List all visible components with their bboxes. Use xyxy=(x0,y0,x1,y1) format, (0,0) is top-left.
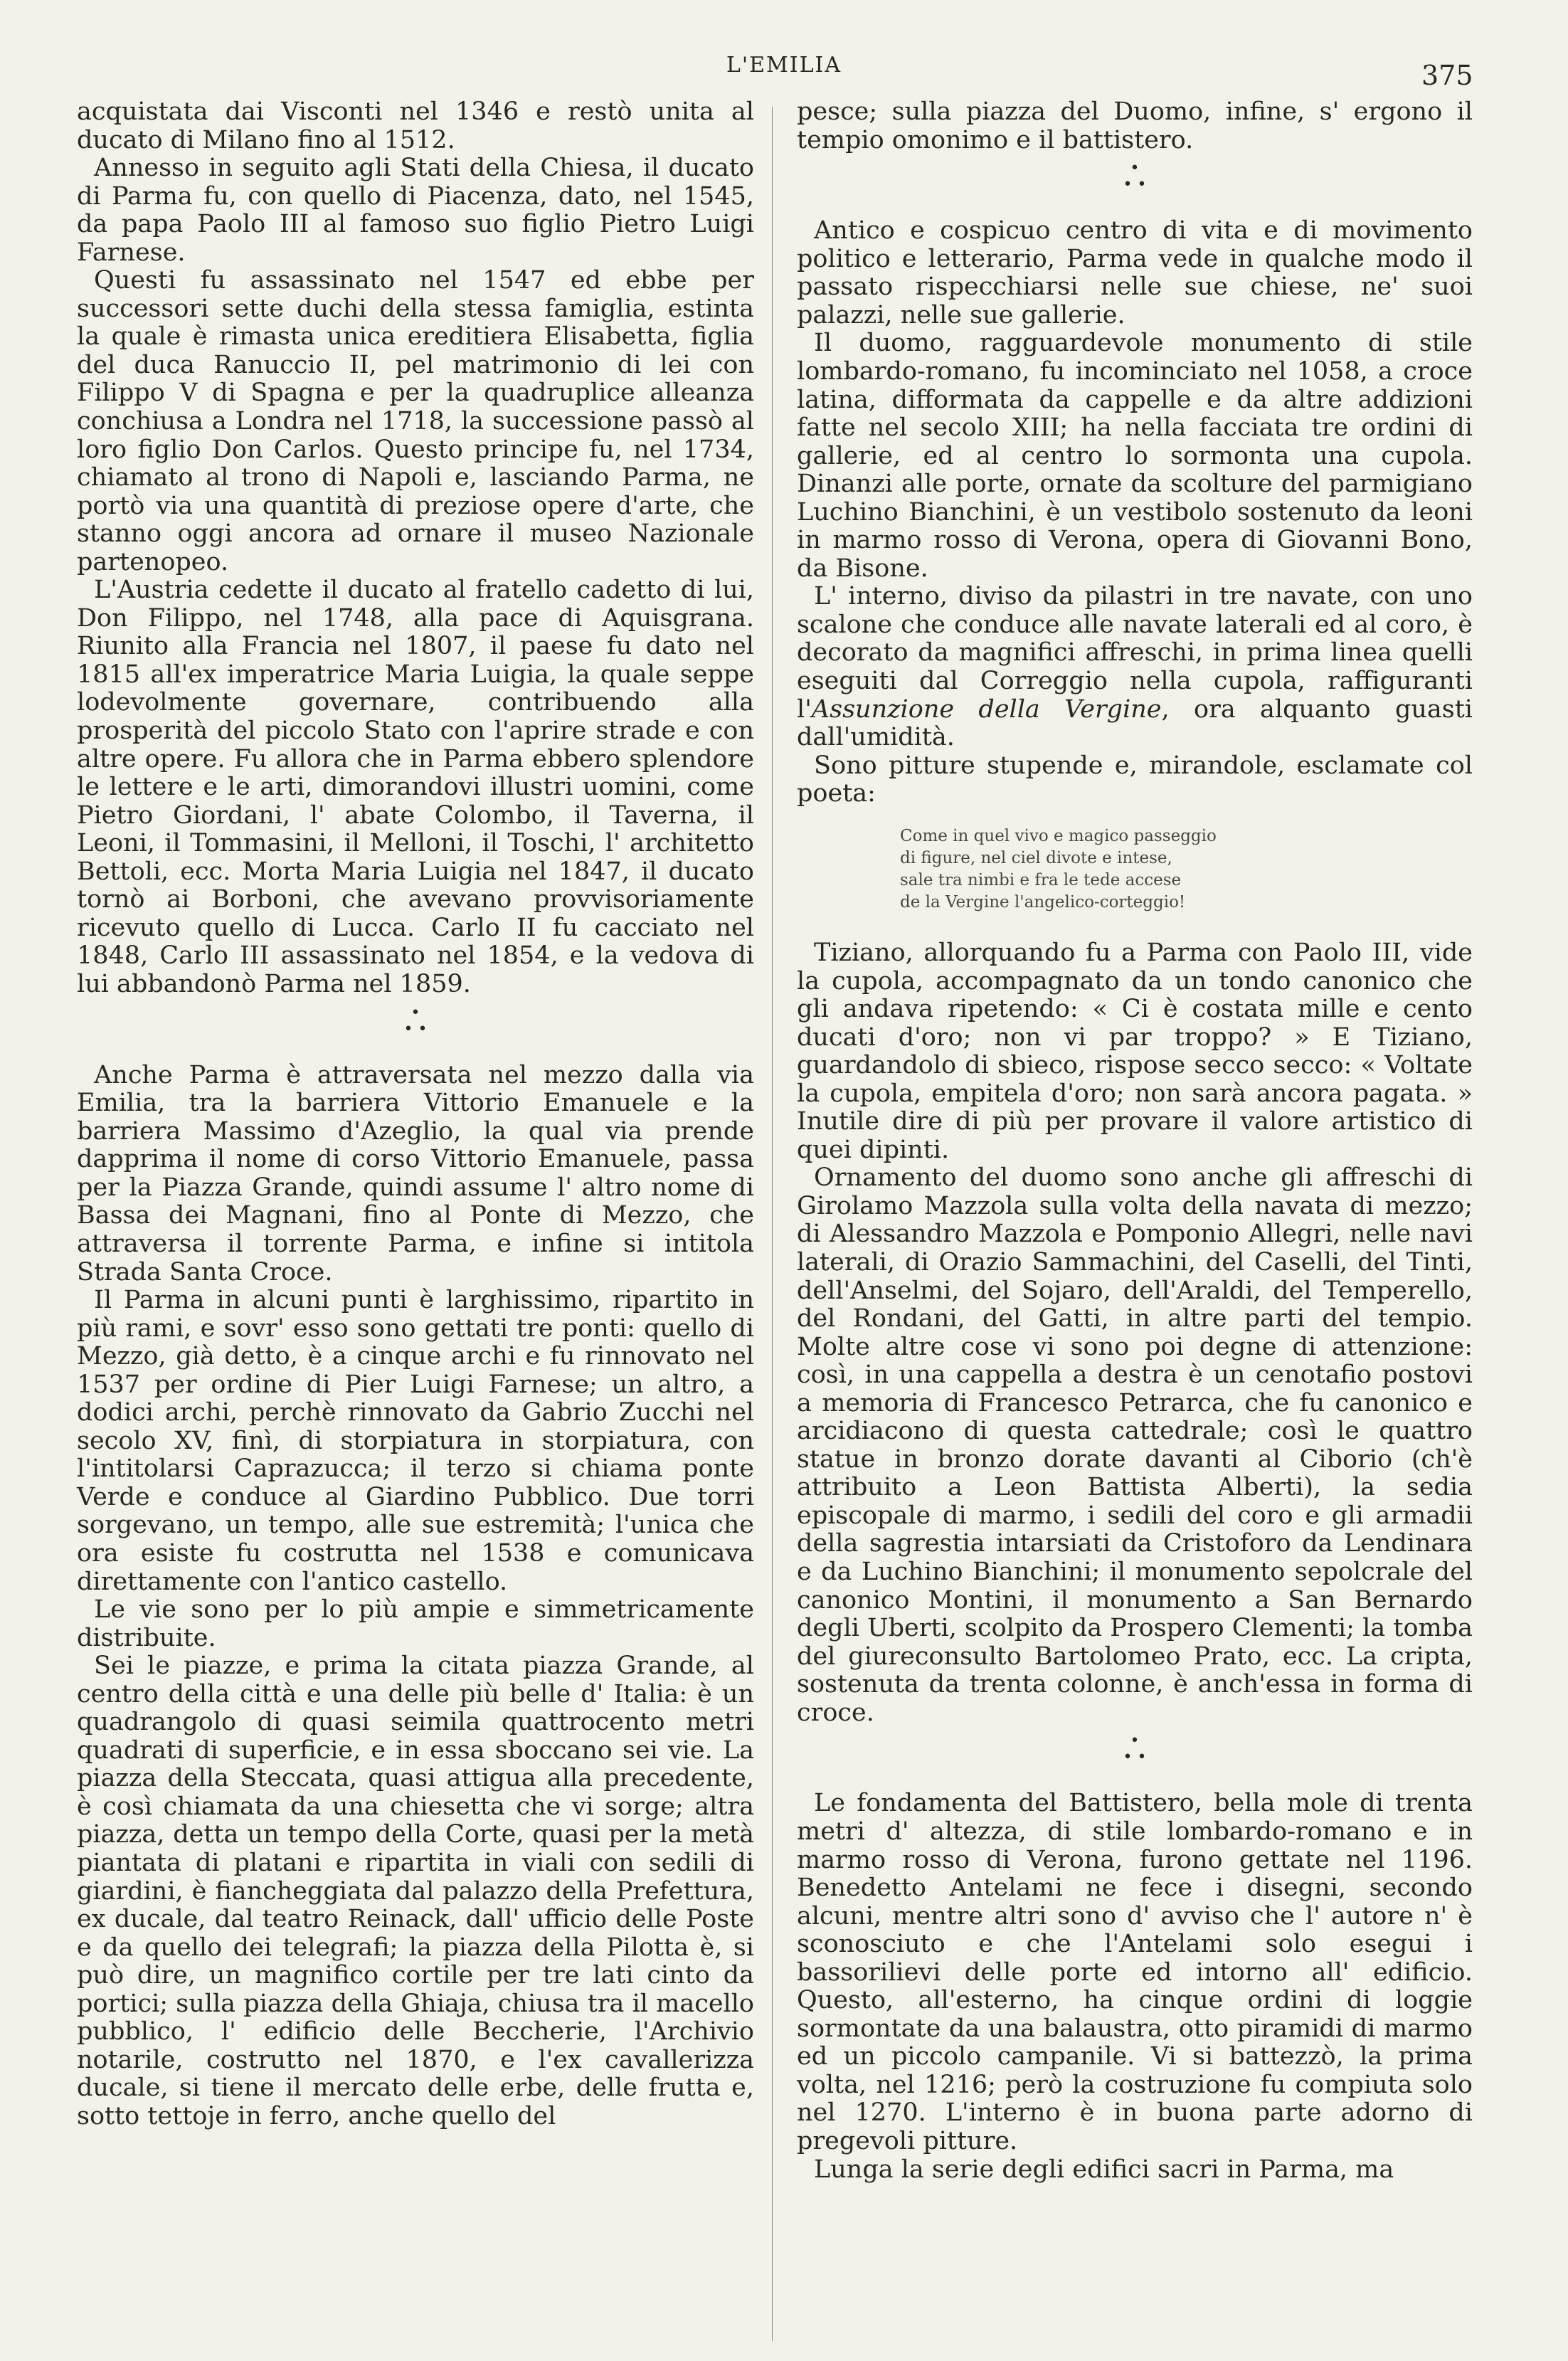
paragraph: Lunga la serie degli edifici sacri in Parma, ma xyxy=(814,2155,1394,2184)
left-column xyxy=(77,98,754,2130)
right-column xyxy=(797,98,1473,2184)
column-rule xyxy=(772,107,773,2341)
section-separator: • • • xyxy=(1123,159,1147,194)
artwork-title: Assunzione della Vergine xyxy=(811,694,1162,724)
section-separator: • • • xyxy=(403,1003,428,1038)
paragraph: pesce; sulla piazza del Duomo, infine, s' ergono il tempio omonimo e il battistero. xyxy=(797,97,1473,154)
paragraph xyxy=(797,583,1473,751)
paragraph: Il Parma in alcuni punti è larghissimo, ripartito in più rami, e sovr' esso sono gettati tre ponti: quello di Mezzo, già detto, è a cinque archi e fu rinnovato nel 1537 per ordine di Pier Luigi Farnese; un altro, a dodici archi, perchè rinnovato da Gabrio Zucchi nel secolo XV, finì, di storpiatura in storpiatura, con l'intitolarsi Caprazucca; il terzo si chiama ponte Verde e conduce al Giardino Pubblico. Due torri sorgevano, un tempo, alle sue estremità; l'unica che ora esiste fu costrutta nel 1538 e comunicava direttamente con l'antico castello. xyxy=(77,1286,754,1596)
verse-line: de la Vergine l'angelico-corteggio! xyxy=(900,892,1186,912)
page-number: 375 xyxy=(1421,60,1473,91)
verse-line: Come in quel vivo e magico passeggio xyxy=(900,826,1217,845)
paragraph-text: L' interno, diviso da pilastri in tre navate, con uno scalone che conduce alle navate laterali ed al coro, è decorato da magnifici affreschi, in prima linea quelli eseguiti dal Correggio nella cupola, raffiguranti l' xyxy=(797,582,1473,724)
section-separator: • • • xyxy=(1123,1732,1147,1767)
verse-line: sale tra nimbi e fra le tede accese xyxy=(900,870,1182,889)
paragraph-text: , ora alquanto guasti dall'umidità. xyxy=(797,694,1473,752)
verse-quote xyxy=(900,825,1473,914)
running-header: L'EMILIA xyxy=(726,53,842,78)
paragraph: acquistata dai Visconti nel 1346 e restò unita al ducato di Milano fino al 1512. xyxy=(77,97,754,154)
paragraph: L'Austria cedette il ducato al fratello cadetto di lui, Don Filippo, nel 1748, alla pace di Aquisgrana. Riunito alla Francia nel 1807, il paese fu dato nel 1815 all'ex imperatrice Maria Luigia, la quale seppe lodevolmente governare, contribuendo alla prosperità del piccolo Stato con l'aprire strade e con altre opere. Fu allora che in Parma ebbero splendore le lettere e le arti, dimorandovi illustri uomini, come Pietro Giordani, l' abate Colombo, il Taverna, il Leoni, il Tommasini, il Melloni, il Toschi, l' architetto Bettoli, ecc. Morta Maria Luigia nel 1847, il ducato tornò ai Borboni, che avevano provvisoriamente ricevuto quello di Lucca. Carlo II fu cacciato nel 1848, Carlo III assassinato nel 1854, e la vedova di lui abbandonò Parma nel 1859. xyxy=(77,576,754,998)
verse-line: di figure, nel ciel divote e intese, xyxy=(900,848,1172,867)
paragraph: Antico e cospicuo centro di vita e di movimento politico e letterario, Parma vede in qualche modo il passato rispecchiarsi nelle sue chiese, ne' suoi palazzi, nelle sue gallerie. xyxy=(797,216,1473,329)
paragraph: Tiziano, allorquando fu a Parma con Paolo III, vide la cupola, accompagnato da un tondo canonico che gli andava ripetendo: « Ci è costata mille e cento ducati d'oro; non vi par troppo? » E Tiziano, guardandolo di sbieco, rispose secco secco: « Voltate la cupola, empitela d'oro; non sarà ancora pagata. » Inutile dire di più per provare il valore artistico di quei dipinti. xyxy=(797,938,1473,1164)
paragraph: Sei le piazze, e prima la citata piazza Grande, al centro della città e una delle più belle d' Italia: è un quadrangolo di quasi seimila quattrocento metri quadrati di superficie, e in essa sboccano sei vie. La piazza della Steccata, quasi attigua alla precedente, è così chiamata da una chiesetta che vi sorge; altra piazza, detta un tempo della Corte, quasi per la metà piantata di platani e ripartita in viali con sedili di giardini, è fiancheggiata dal palazzo della Prefettura, ex ducale, dal teatro Reinack, dall' ufficio delle Poste e da quello dei telegrafi; la piazza della Pilotta è, si può dire, un magnifico cortile per tre lati cinto da portici; sulla piazza della Ghiaja, chiusa tra il macello pubblico, l' edificio delle Beccherie, l'Archivio notarile, costrutto nel 1870, e l'ex cavallerizza ducale, si tiene il mercato delle erbe, delle frutta e, sotto tettoje in ferro, anche quello del xyxy=(77,1652,754,2130)
paragraph: Le vie sono per lo più ampie e simmetricamente distribuite. xyxy=(77,1595,754,1652)
paragraph: Annesso in seguito agli Stati della Chiesa, il ducato di Parma fu, con quello di Piacenza, dato, nel 1545, da papa Paolo III al famoso suo figlio Pietro Luigi Farnese. xyxy=(77,154,754,267)
paragraph: Il duomo, ragguardevole monumento di stile lombardo-romano, fu incominciato nel 1058, a croce latina, difformata da cappelle e da altre addizioni fatte nel secolo XIII; ha nella facciata tre ordini di gallerie, ed al centro lo sormonta una cupola. Dinanzi alle porte, ornate da scolture del parmigiano Luchino Bianchini, è un vestibolo sostenuto da leoni in marmo rosso di Verona, opera di Giovanni Bono, da Bisone. xyxy=(797,329,1473,583)
paragraph: Ornamento del duomo sono anche gli affreschi di Girolamo Mazzola sulla volta della navata di mezzo; di Alessandro Mazzola e Pomponio Allegri, nelle navi laterali, di Orazio Sammachini, del Caselli, del Tinti, dell'Anselmi, del Sojaro, dell'Araldi, del Temperello, del Rondani, del Gatti, in altre parti del tempio. Molte altre cose vi sono poi degne di attenzione: così, in una cappella a destra è un cenotafio postovi a memoria di Francesco Petrarca, che fu canonico e arcidiacono di questa cattedrale; così le quattro statue in bronzo dorate davanti al Ciborio (ch'è attribuito a Leon Battista Alberti), la sedia episcopale di marmo, i sedili del coro e gli armadii della sagrestia intarsiati da Cristoforo da Lendinara e da Luchino Bianchini; il monumento sepolcrale del canonico Montini, il monumento a San Bernardo degli Uberti, scolpito da Prospero Clementi; la tomba del giureconsulto Bartolomeo Prato, ecc. La cripta, sostenuta da trenta colonne, è anch'essa in forma di croce. xyxy=(797,1163,1473,1727)
paragraph: Questi fu assassinato nel 1547 ed ebbe per successori sette duchi della stessa famiglia, estinta la quale è rimasta unica ereditiera Elisabetta, figlia del duca Ranuccio II, pel matrimonio di lei con Filippo V di Spagna e per la quadruplice alleanza conchiusa a Londra nel 1718, la successione passò al loro figlio Don Carlos. Questo principe fu, nel 1734, chiamato al trono di Napoli e, lasciando Parma, ne portò via una quantità di preziose opere d'arte, che stanno oggi ancora ad ornare il museo Nazionale partenopeo. xyxy=(77,266,754,576)
paragraph: Sono pitture stupende e, mirandole, esclamate col poeta: xyxy=(797,751,1473,808)
paragraph: Le fondamenta del Battistero, bella mole di trenta metri d' altezza, di stile lombardo-romano e in marmo rosso di Verona, furono gettate nel 1196. Benedetto Antelami ne fece i disegni, secondo alcuni, mentre altri sono d' avviso che l' autore n' è sconosciuto e che l'Antelami solo esegui i bassorilievi delle porte ed intorno all' edificio. Questo, all'esterno, ha cinque ordini di loggie sormontate da una balaustra, otto piramidi di marmo ed un piccolo campanile. Vi si battezzò, la prima volta, nel 1216; però la costruzione fu compiuta solo nel 1270. L'interno è in buona parte adorno di pregevoli pitture. xyxy=(797,1789,1473,2156)
paragraph: Anche Parma è attraversata nel mezzo dalla via Emilia, tra la barriera Vittorio Emanuele e la barriera Massimo d'Azeglio, la qual via prende dapprima il nome di corso Vittorio Emanuele, passa per la Piazza Grande, quindi assume l' altro nome di Bassa dei Magnani, fino al Ponte di Mezzo, che attraversa il torrente Parma, e infine si intitola Strada Santa Croce. xyxy=(77,1060,754,1287)
